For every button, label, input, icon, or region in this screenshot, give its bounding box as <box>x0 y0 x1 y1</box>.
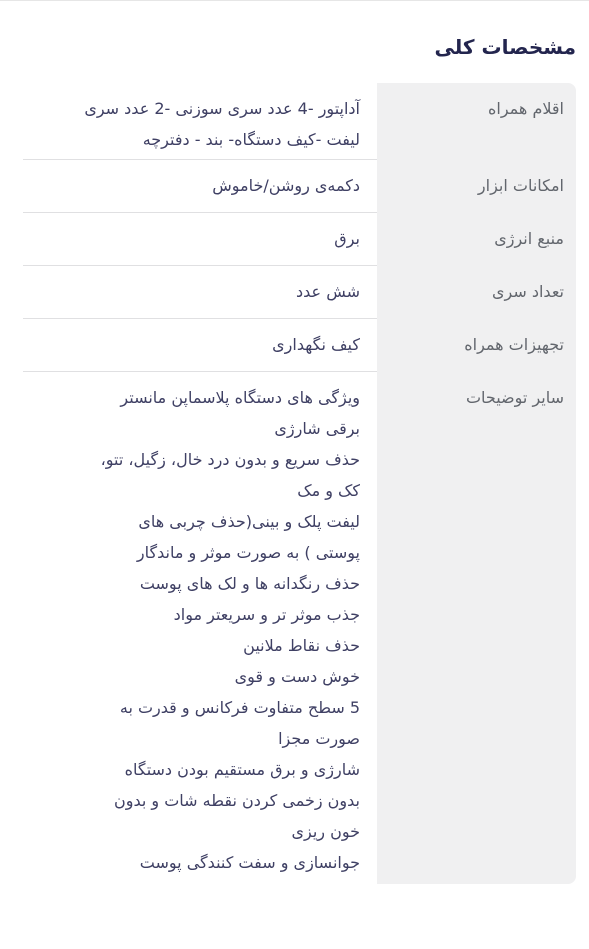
spec-value <box>23 213 377 266</box>
spec-row-head-count <box>23 266 576 319</box>
spec-value-line: شش عدد <box>296 282 360 301</box>
spec-value-line: کیف نگهداری <box>272 335 360 354</box>
spec-value-line: حذف رنگدانه ها و لک های پوست <box>139 574 360 593</box>
spec-key: تعداد سری <box>377 266 576 319</box>
spec-value-line: 5 سطح متفاوت فرکانس و قدرت به <box>119 698 360 717</box>
spec-value-line: دکمه‌ی روشن/خاموش <box>212 176 360 195</box>
spec-value-line: لیفت -کیف دستگاه- بند - دفترچه <box>142 130 360 149</box>
spec-value <box>23 266 377 319</box>
spec-key: اقلام همراه <box>377 83 576 160</box>
spec-key: سایر توضیحات <box>377 372 576 884</box>
spec-value-line: آداپتور -4 عدد سری سوزنی -2 عدد سری <box>84 99 360 118</box>
spec-value-line: حذف سریع و بدون درد خال، زگیل، تتو، <box>100 450 360 469</box>
spec-value <box>23 372 377 884</box>
spec-value-line: شارژی و برق مستقیم بودن دستگاه <box>124 760 360 779</box>
spec-table <box>23 83 576 884</box>
spec-key: منبع انرژی <box>377 213 576 266</box>
spec-row-other-descriptions <box>23 372 576 884</box>
spec-value-line: خون ریزی <box>291 822 360 841</box>
spec-value <box>23 83 377 160</box>
spec-value-line: جوانسازی و سفت کنندگی پوست <box>139 853 360 872</box>
spec-value-line: کک و مک <box>297 481 360 500</box>
spec-value <box>23 319 377 372</box>
spec-value <box>23 160 377 213</box>
spec-value-line: جذب موثر تر و سریعتر مواد <box>173 605 360 624</box>
spec-value-line: حذف نقاط ملانین <box>243 636 360 655</box>
spec-value-line: بدون زخمی کردن نقطه شات و بدون <box>113 791 360 810</box>
spec-value-line: صورت مجزا <box>278 729 360 748</box>
spec-value-line: ویژگی های دستگاه پلاسماپن مانستر <box>120 388 360 407</box>
spec-row-accessories <box>23 319 576 372</box>
spec-value-line: برق <box>334 229 360 248</box>
spec-value-line: پوستی ) به صورت موثر و ماندگار <box>136 543 360 562</box>
spec-value-line: لیفت پلک و بینی(حذف چربی های <box>138 512 360 531</box>
spec-key: امکانات ابزار <box>377 160 576 213</box>
spec-value-line: برقی شارژی <box>274 419 360 438</box>
spec-row-included-items <box>23 83 576 160</box>
spec-row-power-source <box>23 213 576 266</box>
spec-value-line: خوش دست و قوی <box>234 667 360 686</box>
spec-key: تجهیزات همراه <box>377 319 576 372</box>
spec-row-tool-features <box>23 160 576 213</box>
section-title: مشخصات کلی <box>434 35 576 59</box>
